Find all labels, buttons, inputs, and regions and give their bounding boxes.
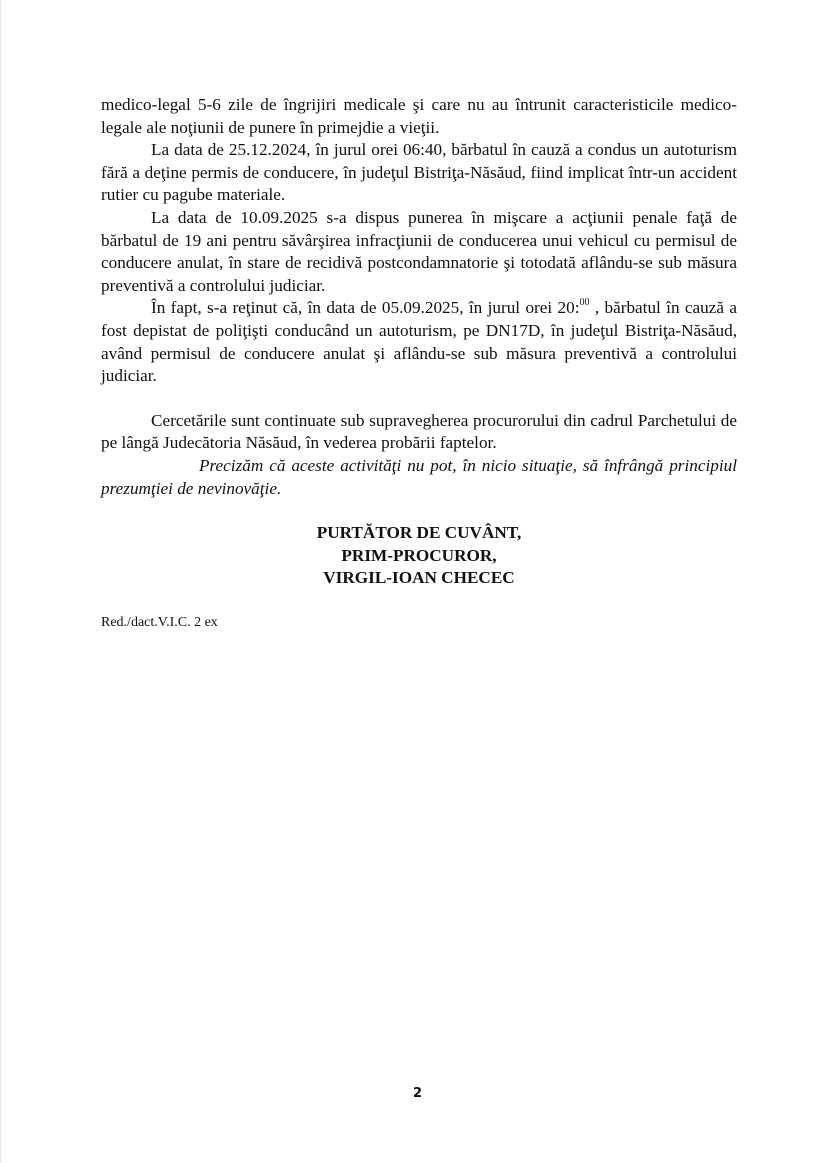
signature-name: VIRGIL-IOAN CHECEC (323, 568, 515, 588)
paragraph-investigation: Cercetările sunt continuate sub supravegherea procurorului din cadrul Parchetului de pe lângă Judecătoria Năsăud, în vederea probării faptelor. (101, 410, 737, 453)
facts-time-superscript: 00 (579, 296, 590, 308)
paragraph-spacer (101, 388, 737, 410)
page-number: 2 (412, 1086, 423, 1101)
signature-title-spokesperson: PURTĂTOR DE CUVÂNT, (316, 523, 522, 543)
signature-title-prosecutor: PRIM-PROCUROR, (341, 545, 497, 565)
signature-block (101, 522, 737, 590)
paragraph-criminal-action: La data de 10.09.2025 s-a dispus punerea în mişcare a acţiunii penale faţă de bărbatul de 19 ani pentru săvârşirea infracţiunii de conducerea unui vehicul cu permisul de conducere anulat, în stare de recidivă postcondamnatorie şi totodată aflându-se sub măsura preventivă a controlului judiciar. (101, 207, 737, 295)
paragraph-facts (101, 297, 737, 387)
paragraph-presumption-notice: Precizăm că aceste activităţi nu pot, în nicio situaţie, să înfrângă principiul prezumţiei de nevinovăţie. (101, 455, 737, 498)
facts-text-start: În fapt, s-a reţinut că, în data de 05.09.2025, în jurul orei 20: (151, 298, 580, 318)
document-body (101, 94, 737, 632)
paragraph-continuation: medico-legal 5-6 zile de îngrijiri medicale şi care nu au întrunit caracteristicile medico-legale ale noţiunii de punere în primejdie a vieţii. (101, 95, 737, 137)
facts-text-end: , bărbatul în cauză a fost depistat de poliţişti conducând un autoturism, pe DN17D, în judeţul Bistriţa-Năsăud, având permisul de conducere anulat şi aflându-se sub măsura preventivă a controlului judiciar. (101, 298, 737, 386)
drafting-note: Red./dact.V.I.C. 2 ex (101, 614, 218, 630)
paragraph-incident-2024: La data de 25.12.2024, în jurul orei 06:40, bărbatul în cauză a condus un autoturism fără a deţine permis de conducere, în judeţul Bistriţa-Năsăud, fiind implicat într-un accident rutier cu pagube materiale. (101, 140, 737, 205)
